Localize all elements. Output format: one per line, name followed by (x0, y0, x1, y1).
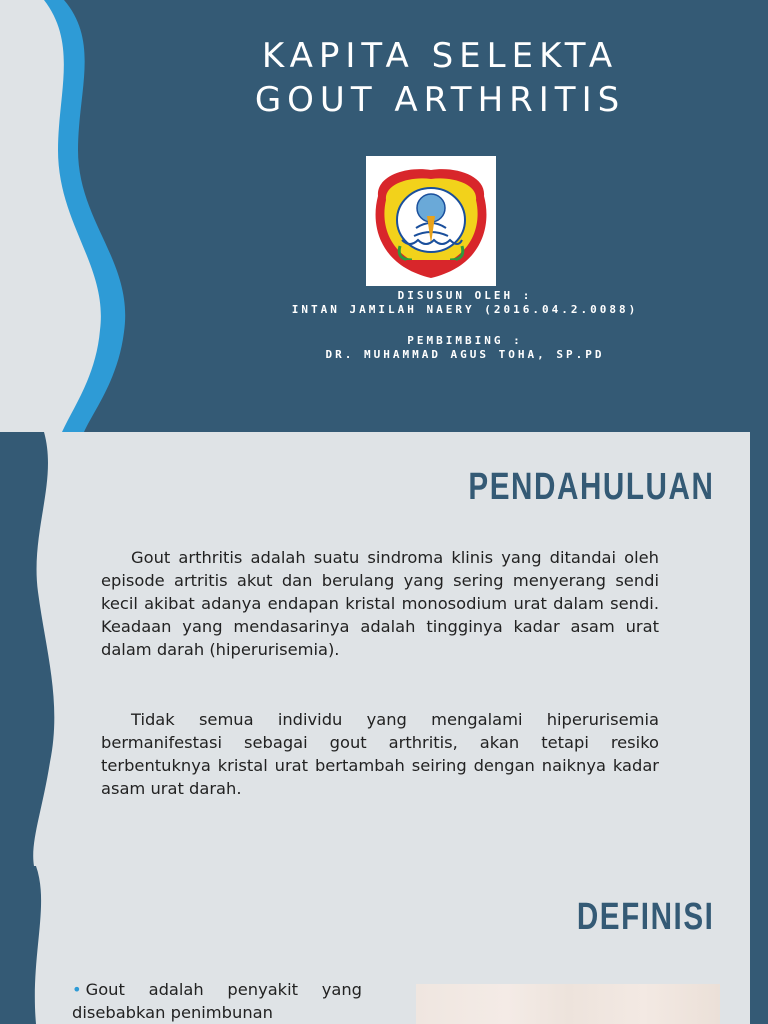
intro-paragraph-1: Gout arthritis adalah suatu sindroma klinis yang ditandai oleh episode artritis akut dan berulang yang sering menyerang sendi kecil akibat adanya endapan kristal monosodium urat dalam sendi. Keadaan yang mendasarinya adalah tingginya kadar asam urat dalam darah (hiperurisemia). (101, 548, 659, 659)
prepared-by-label: DISUSUN OLEH : (397, 289, 533, 302)
definition-slide (0, 866, 768, 1024)
university-seal-icon (366, 156, 496, 286)
wave-decoration-left (0, 866, 60, 1024)
bullet-dot-icon: • (72, 980, 82, 999)
bullet-text: Gout adalah penyakit yang disebabkan penimbunan (72, 980, 362, 1022)
author-name: INTAN JAMILAH NAERY (2016.04.2.0088) (291, 303, 639, 316)
slide-title-line-2: GOUT ARTHRITIS (254, 80, 626, 120)
section-heading: DEFINISI (576, 896, 714, 938)
university-logo (366, 156, 496, 286)
title-slide (0, 0, 768, 432)
supervisor-label: PEMBIMBING : (407, 334, 523, 347)
supervisor-name: DR. MUHAMMAD AGUS TOHA, SP.PD (325, 348, 605, 361)
wave-decoration (0, 0, 160, 432)
intro-paragraph-2: Tidak semua individu yang mengalami hiperurisemia bermanifestasi sebagai gout arthritis, akan tetapi resiko terbentuknya kristal urat bertambah seiring dengan naiknya kadar asam urat darah. (101, 710, 659, 798)
right-edge-bar (750, 432, 768, 866)
slide-title-line-1: KAPITA SELEKTA (261, 36, 619, 76)
right-edge-bar (750, 866, 768, 1024)
section-heading: PENDAHULUAN (467, 466, 714, 508)
illustration-photo (416, 984, 720, 1024)
bullet-item (72, 978, 362, 1024)
introduction-slide (0, 432, 768, 866)
wave-decoration-left (0, 432, 70, 866)
